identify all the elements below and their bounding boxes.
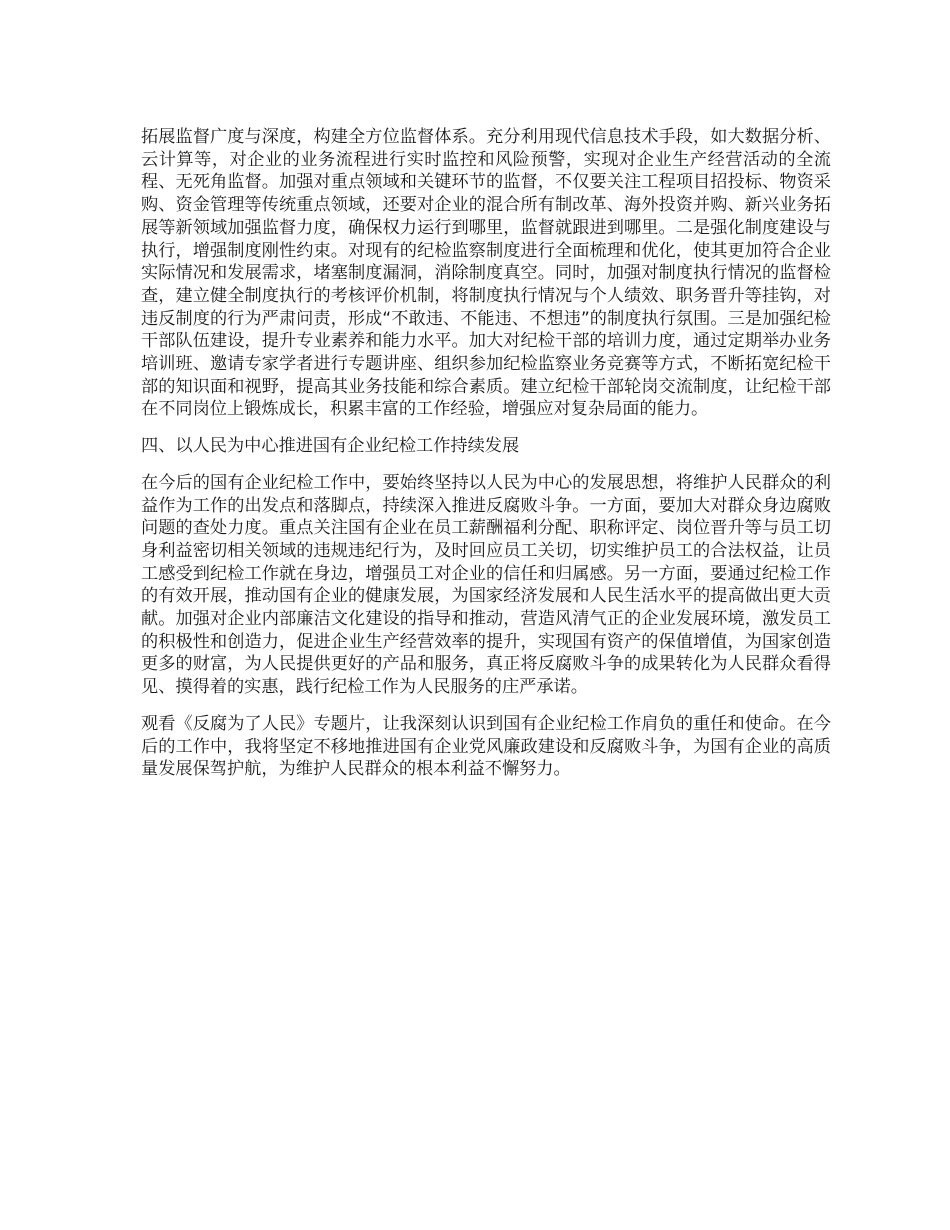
body-paragraph-supervision: 拓展监督广度与深度，构建全方位监督体系。充分利用现代信息技术手段，如大数据分析、云计算等，对企业的业务流程进行实时监控和风险预警，实现对企业生产经营活动的全流程、无死角监督。加强对重点领域和关键环节的监督，不仅要关注工程项目招投标、物资采购、资金管理等传统重点领域，还要对企业的混合所有制改革、海外投资并购、新兴业务拓展等新领域加强监督力度，确保权力运行到哪里，监督就跟进到哪里。二是强化制度建设与执行，增强制度刚性约束。对现有的纪检监察制度进行全面梳理和优化，使其更加符合企业实际情况和发展需求，堵塞制度漏洞，消除制度真空。同时，加强对制度执行情况的监督检查，建立健全制度执行的考核评价机制，将制度执行情况与个人绩效、职务晋升等挂钩，对违反制度的行为严肃问责，形成“不敢违、不能违、不想违”的制度执行氛围。三是加强纪检干部队伍建设，提升专业素养和能力水平。加大对纪检干部的培训力度，通过定期举办业务培训班、邀请专家学者进行专题讲座、组织参加纪检监察业务竞赛等方式，不断拓宽纪检干部的知识面和视野，提高其业务技能和综合素质。建立纪检干部轮岗交流制度，让纪检干部在不同岗位上锻炼成长，积累丰富的工作经验，增强应对复杂局面的能力。 — [141, 127, 831, 420]
body-paragraph-conclusion: 观看《反腐为了人民》专题片，让我深刻认识到国有企业纪检工作肩负的重任和使命。在今后的工作中，我将坚定不移地推进国有企业党风廉政建设和反腐败斗争，为国有企业的高质量发展保驾护航，为维护人民群众的根本利益不懈努力。 — [141, 713, 831, 780]
section-heading-four: 四、以人民为中心推进国有企业纪检工作持续发展 — [141, 436, 520, 457]
body-paragraph-people-centered: 在今后的国有企业纪检工作中，要始终坚持以人民为中心的发展思想，将维护人民群众的利益作为工作的出发点和落脚点，持续深入推进反腐败斗争。一方面，要加大对群众身边腐败问题的查处力度。重点关注国有企业在员工薪酬福利分配、职称评定、岗位晋升等与员工切身利益密切相关领域的违规违纪行为，及时回应员工关切，切实维护员工的合法权益，让员工感受到纪检工作就在身边，增强员工对企业的信任和归属感。另一方面，要通过纪检工作的有效开展，推动国有企业的健康发展，为国家经济发展和人民生活水平的提高做出更大贡献。加强对企业内部廉洁文化建设的指导和推动，营造风清气正的企业发展环境，激发员工的积极性和创造力，促进企业生产经营效率的提升，实现国有资产的保值增值，为国家创造更多的财富，为人民提供更好的产品和服务，真正将反腐败斗争的成果转化为人民群众看得见、摸得着的实惠，践行纪检工作为人民服务的庄严承诺。 — [141, 472, 831, 698]
document-body — [141, 126, 831, 795]
